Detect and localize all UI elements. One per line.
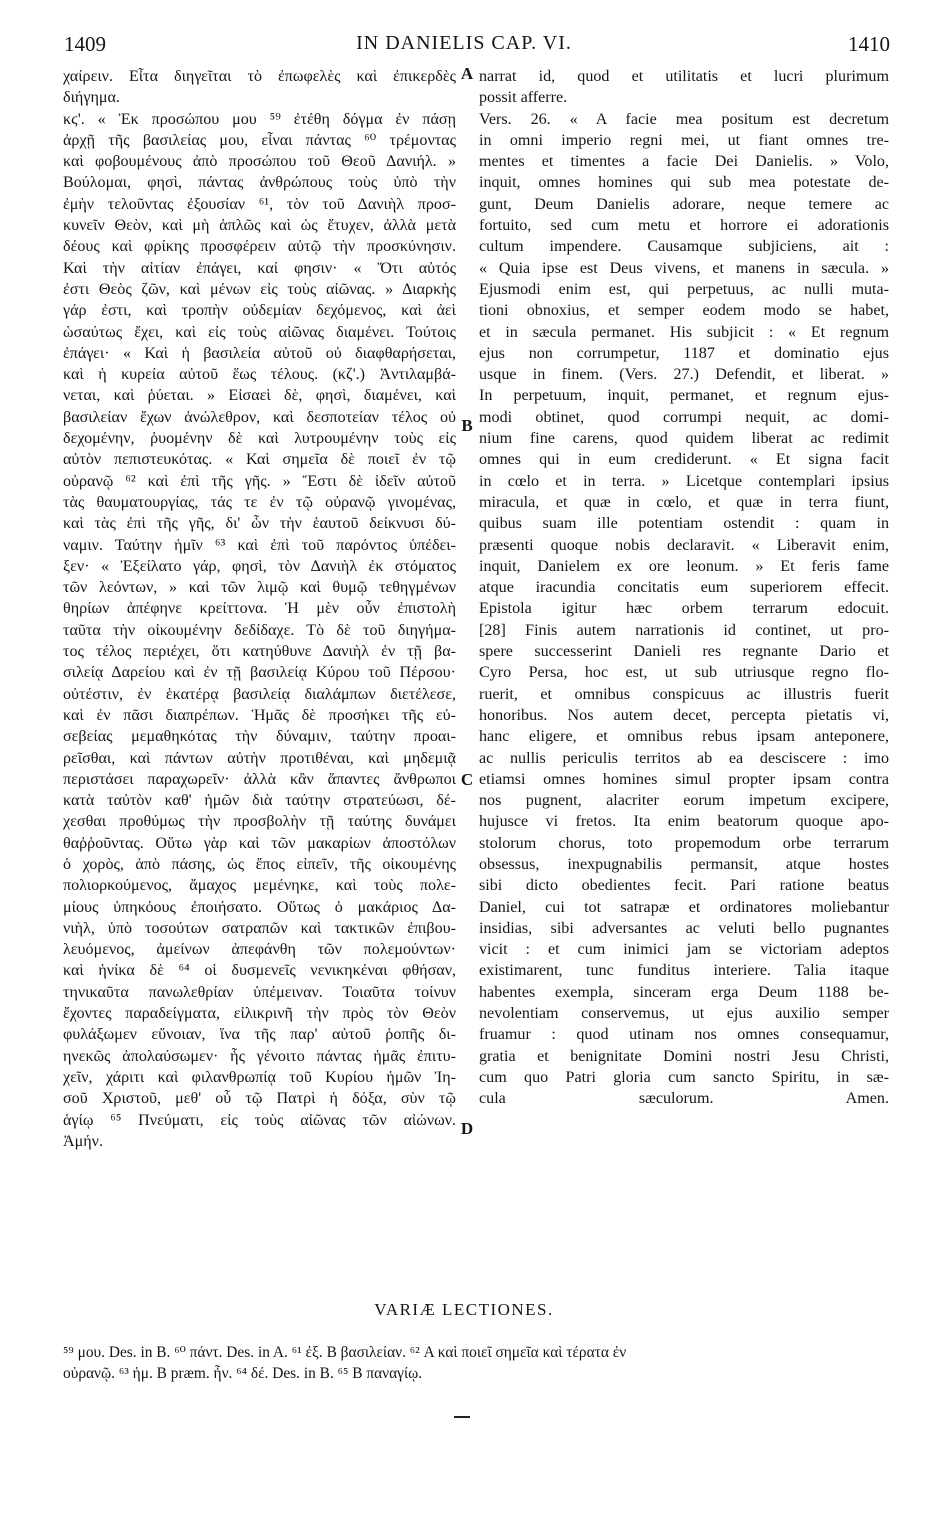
section-marker-d: D bbox=[460, 1119, 474, 1138]
text-line: νεται, καὶ ῥύεται. » Εἰσαεὶ δὲ, φησὶ, διαμένει, καὶ bbox=[63, 387, 456, 405]
text-line: honoribus. Nos autem decet, percepta pietatis vi, bbox=[479, 706, 889, 724]
text-line: φυλάξωμεν εὔνοιαν, ἵνα τῆς παρ' αὐτοῦ ῥοπῆς δι- bbox=[63, 1026, 456, 1044]
text-line: vicit : et cum inimici jam se victoriam adeptos bbox=[479, 941, 889, 959]
text-line: ἐπάγει· « Καὶ ἡ βασιλεία αὐτοῦ οὐ διαφθαρήσεται, bbox=[63, 344, 456, 362]
text-line: οὐρανῷ ⁶² καὶ ἐπὶ τῆς γῆς. » Ἔστι δὲ ἰδεῖν αὐτοῦ bbox=[63, 472, 456, 490]
text-line: Daniel, cui tot satrapæ et ordinatores moliebantur bbox=[479, 898, 889, 916]
text-line: πολιορκούμενος, ἄμαχος μεμένηκε, καὶ τοὺς πολε- bbox=[63, 877, 456, 895]
text-line: fortuito, sed cum metu et horrore ei adorationis bbox=[479, 217, 889, 235]
text-line: cum quo Patri gloria cum sancto Spiritu, in sæ- bbox=[479, 1068, 889, 1086]
text-line: ὁ χορὸς, ἁπὸ πάσης, ὡς ἔπος εἰπεῖν, τῆς οἰκουμένης bbox=[63, 855, 456, 873]
text-line: ἁγίῳ ⁶⁵ Πνεύματι, εἰς τοὺς αἰῶνας τῶν αἰώνων. bbox=[63, 1111, 456, 1129]
text-line: τος τέλος περιέχει, ὅτι κατηύθυνε Δανιὴλ ἐν τῇ βα- bbox=[63, 643, 456, 661]
text-line: nium fine carens, quod quidem liberat ac redimit bbox=[479, 430, 889, 448]
text-line: ξεν· « Ἐξείλατο γάρ, φησὶ, τὸν Δανιὴλ ἐκ στόματος bbox=[63, 557, 456, 575]
text-line: οὐτέστιν, ἐν ἑκατέρᾳ βασιλείᾳ διαλάμπων διετέλεσε, bbox=[63, 685, 456, 703]
text-line: καὶ τὰς ἐπὶ τῆς γῆς, δι' ὧν τὴν ἑαυτοῦ δείκνυσι δύ- bbox=[63, 515, 456, 533]
text-line: mentes et timentes a facie Dei Danielis. » Volo, bbox=[479, 153, 889, 171]
text-line: καὶ ἡ κυρεία αὐτοῦ ἕως τέλους. (κζ'.) Ἀντιλαμβά- bbox=[63, 366, 456, 384]
text-line: nos pugnent, alacriter eorum impetum excipere, bbox=[479, 792, 889, 810]
bottom-rule bbox=[454, 1416, 470, 1418]
text-line: δέους καὶ φρίκης προσφέρειν αὐτῷ τὴν προσκύνησιν. bbox=[63, 238, 456, 256]
section-marker-c: C bbox=[460, 770, 474, 789]
text-line: Ἀμήν. bbox=[63, 1132, 103, 1150]
text-line: καὶ φοβουμένους ἀπὸ προσώπου τοῦ Θεοῦ Δανιήλ. » bbox=[63, 153, 456, 171]
text-line: χεσθαι προθύμως τὴν προσβολὴν τῇ ταύτης δυνάμει bbox=[63, 813, 456, 831]
text-line: κατὰ ταὐτὸν καθ' ἡμῶν διὰ ταύτην στρατεύωσι, δέ- bbox=[63, 792, 456, 810]
section-marker-a: A bbox=[460, 64, 474, 83]
text-line: etiamsi omnes homines simul propter ipsam contra bbox=[479, 770, 889, 788]
text-line: τὰς θαυματουργίας, τάς τε ἐν τῷ οὐρανῷ γινομένας, bbox=[63, 493, 456, 511]
text-line: inquit, omnes homines qui sub mea potestate de- bbox=[479, 174, 889, 192]
text-line: omnes qui in eum crediderunt. « Et signa facit bbox=[479, 451, 889, 469]
text-line: κυνεῖν Θεὸν, καὶ μὴ ἁπλῶς καὶ ὡς ἔτυχεν, ἀλλὰ μετὰ bbox=[63, 217, 456, 235]
text-line: δεχομένην, ῥυομένην δὲ καὶ λυτρουμένην τοὺς εἰς bbox=[63, 430, 456, 448]
text-line: et in sæcula permanet. His subjicit : « Et regnum bbox=[479, 323, 889, 341]
page-header bbox=[0, 32, 928, 62]
text-line: in omni imperio regni mei, ut fiant omnes tre- bbox=[479, 131, 889, 149]
text-line: ac nullis periculis territos ab ea desciscere : imo bbox=[479, 749, 889, 767]
text-line: cultum impendere. Causamque subjiciens, ait : bbox=[479, 238, 889, 256]
variae-lectiones-notes bbox=[63, 1342, 893, 1384]
text-line: ἔχοντες παραδείγματα, εἰλικρινῆ τὴν πρὸς τὸν Θεὸν bbox=[63, 1005, 456, 1023]
text-line: tioni obnoxius, et semper eodem modo se habet, bbox=[479, 302, 889, 320]
text-line: ηνεκῶς ἀπολαύσωμεν· ἧς γένοιτο πάντας ἡμᾶς ἐπιτυ- bbox=[63, 1047, 456, 1065]
text-line: θηρίων ἀπέφηνε κρείττονα. Ἡ μὲν οὖν ἐπιστολὴ bbox=[63, 600, 456, 618]
text-line: obsessus, inexpugnabilis permansit, atque hostes bbox=[479, 855, 889, 873]
text-line: βασιλείαν ἔχων ἀνώλεθρον, καὶ δεσποτείαν τέλος οὐ bbox=[63, 408, 456, 426]
text-line: Epistola igitur hæc orbem terrarum edocuit. bbox=[479, 600, 889, 618]
column-number-right: 1410 bbox=[848, 32, 890, 56]
text-line: περιστάσει παραχωρεῖν· ἀλλὰ κἂν ἅπαντες ἄνθρωποι bbox=[63, 770, 456, 788]
text-line: miracula, et quæ in cœlo, et quæ in terra fiunt, bbox=[479, 493, 889, 511]
text-line: θαῤῥοῦντας. Οὕτω γὰρ καὶ τῶν μακαρίων ἀποστόλων bbox=[63, 834, 456, 852]
text-line: ναμιν. Ταύτην ἡμῖν ⁶³ καὶ ἐπὶ τοῦ παρόντος ὑπέδει- bbox=[63, 536, 456, 554]
latin-text-column bbox=[479, 66, 889, 1110]
text-line: κϛ'. « Ἐκ προσώπου μου ⁵⁹ ἐτέθη δόγμα ἐν πάσῃ bbox=[63, 110, 456, 128]
variant-note-line: ⁵⁹ μου. Des. in B. ⁶⁰ πάντ. Des. in A. ⁶¹ ἐξ. B βασιλείαν. ⁶² A καὶ ποιεῖ σημεῖα καὶ τέρατα ἐν bbox=[63, 1344, 627, 1361]
text-line: inquit, Danielem ex ore leonum. » Et feris fame bbox=[479, 557, 889, 575]
text-line: hanc eligere, et omnibus rebus ipsam anteponere, bbox=[479, 728, 889, 746]
text-line: Ejusmodi enim est, qui perpetuus, ac nulli muta- bbox=[479, 280, 889, 298]
text-line: Βούλομαι, φησὶ, πάντας ἀνθρώπους τοὺς ὑπὸ τὴν bbox=[63, 174, 456, 192]
text-line: habentes exempla, sinceram erga Deum 1188 be- bbox=[479, 983, 889, 1001]
text-line: καὶ ἡνίκα δὲ ⁶⁴ οἱ δυσμενεῖς νενικηκέναι φθήσαν, bbox=[63, 962, 456, 980]
text-line: præsenti quoque nobis declaravit. « Liberavit enim, bbox=[479, 536, 889, 554]
text-line: ἀρχῇ τῆς βασιλείας μου, εἶναι πάντας ⁶⁰ τρέμοντας bbox=[63, 131, 456, 149]
text-line: χαίρειν. Εἶτα διηγεῖται τὸ ἐπωφελὲς καὶ ἐπικερδὲς bbox=[63, 68, 456, 85]
text-line: ejus non corrumpetur, 1187 et dominatio ejus bbox=[479, 344, 889, 362]
text-line: gratia et benignitate Domini nostri Jesu Christi, bbox=[479, 1047, 889, 1065]
variae-lectiones-title: VARIÆ LECTIONES. bbox=[374, 1300, 554, 1319]
text-line: τῶν λεόντων, » καὶ τῶν λιμῷ καὶ θυμῷ τεθηγμένων bbox=[63, 579, 456, 597]
text-line: σοῦ Χριστοῦ, μεθ' οὗ τῷ Πατρὶ ἡ δόξα, σὺν τῷ bbox=[63, 1090, 456, 1108]
text-line: χεῖν, χάριτι καὶ φιλανθρωπίᾳ τοῦ Κυρίου ἡμῶν Ἰη- bbox=[63, 1068, 456, 1086]
column-number-left: 1409 bbox=[64, 32, 106, 56]
greek-text-column bbox=[63, 66, 456, 1152]
text-line: modi obtinet, quod corrumpi nequit, ac domi- bbox=[479, 408, 889, 426]
text-line: sibi dicto obedientes fecit. Pari ratione beatus bbox=[479, 877, 889, 895]
text-line: ἐμὴν τελοῦντας ἐξουσίαν ⁶¹, τὸν τοῦ Δανιὴλ προσ- bbox=[63, 195, 456, 213]
text-line: μίους ὑπηκόους ἐποιήσατο. Οὕτως ὁ μακάριος Δα- bbox=[63, 898, 456, 916]
text-line: αὐτὸν πεπιστευκότας. « Καὶ σημεῖα δὲ ποιεῖ ἐν τῷ bbox=[63, 451, 456, 469]
text-line: σιλείᾳ Δαρείου καὶ ἐν τῇ βασιλείᾳ Κύρου τοῦ Πέρσου· bbox=[63, 664, 456, 682]
text-line: existimarent, tunc funditus interiere. Talia itaque bbox=[479, 962, 889, 980]
text-line: Καὶ τὴν αἰτίαν ἐπάγει, καί φησιν· « Ὅτι αὐτός bbox=[63, 259, 456, 277]
text-line: quibus suam ille potentiam ostendit : quam in bbox=[479, 515, 889, 533]
text-line: In perpetuum, inquit, permanet, et regnum ejus- bbox=[479, 387, 889, 405]
text-line: ἐστι Θεὸς ζῶν, καὶ μένων εἰς τοὺς αἰῶνας. » Διαρκὴς bbox=[63, 280, 456, 298]
text-line: insidias, sibi adversantes ac veluti bello pugnantes bbox=[479, 919, 889, 937]
text-line: cula sæculorum. Amen. bbox=[479, 1090, 889, 1108]
text-line: σεβείας μεμαθηκότας τὴν δύναμιν, ταύτην προαι- bbox=[63, 728, 456, 746]
text-line: ruerit, et omnibus conspicuus ac illustris fuerit bbox=[479, 685, 889, 703]
text-line: νιὴλ, ὑπὸ τοσούτων σατραπῶν καὶ τακτικῶν ἐπιβου- bbox=[63, 919, 456, 937]
text-line: Cyro Persa, hoc est, ut sub utriusque regno flo- bbox=[479, 664, 889, 682]
text-line: τηνικαῦτα πανωλεθρίαν ὑπέμειναν. Τοιαῦτα τοίνυν bbox=[63, 983, 456, 1001]
text-line: λευόμενος, ἀμείνων ἀπεφάνθη τῶν πολεμούντων· bbox=[63, 941, 456, 959]
text-line: ρεῖσθαι, καὶ πάντων αὐτὴν προτιθέναι, καὶ μηδεμιᾷ bbox=[63, 749, 456, 767]
text-line: [28] Finis autem narrationis id continet, ut pro- bbox=[479, 621, 889, 639]
text-line: usque in finem. (Vers. 27.) Defendit, et liberat. » bbox=[479, 366, 889, 384]
text-line: ταῦτα τὴν οἰκουμένην δεδίδαχε. Τὸ δὲ τοῦ διηγήμα- bbox=[63, 621, 456, 639]
text-line: fruamur : quod utinam nos omnes consequamur, bbox=[479, 1026, 889, 1044]
text-line: spere successerint Danieli res regnante Dario et bbox=[479, 643, 889, 661]
text-line: καὶ ἐν πᾶσι διαπρέπων. Ἡμᾶς δὲ προσήκει τῆς εὐ- bbox=[63, 706, 456, 724]
text-line: possit afferre. bbox=[479, 89, 568, 107]
text-line: « Quia ipse est Deus vivens, et manens in sæcula. » bbox=[479, 259, 889, 277]
section-marker-b: B bbox=[461, 416, 473, 435]
variant-note-line: οὐρανῷ. ⁶³ ἡμ. B præm. ἦν. ⁶⁴ δέ. Des. in B. ⁶⁵ B παναγίῳ. bbox=[63, 1365, 423, 1382]
text-line: stolorum chorus, toto propemodum orbe terrarum bbox=[479, 834, 889, 852]
text-line: Vers. 26. « A facie mea positum est decretum bbox=[479, 110, 889, 128]
text-line: in cœlo et in terra. » Licetque contemplari ipsius bbox=[479, 472, 889, 490]
text-line: γάρ ἐστι, καὶ τροπὴν οὐδεμίαν δεχόμενος, καὶ ἀεὶ bbox=[63, 302, 456, 320]
text-line: narrat id, quod et utilitatis et lucri plurimum bbox=[479, 68, 889, 85]
text-line: διήγημα. bbox=[63, 89, 120, 107]
text-line: hujusce vi fretos. Ita enim beatorum quoque apo- bbox=[479, 813, 889, 831]
running-title: IN DANIELIS CAP. VI. bbox=[356, 32, 572, 54]
text-line: gunt, Deum Danielis adorare, neque temere ac bbox=[479, 195, 889, 213]
text-line: atque iracundia concitatis eum superiorem effecit. bbox=[479, 579, 889, 597]
text-line: ὡσαύτως ἔχει, καὶ εἰς τοὺς αἰῶνας διαμένει. Τούτοις bbox=[63, 323, 456, 341]
text-line: nevolentiam conservemus, ut ejus auxilio semper bbox=[479, 1005, 889, 1023]
